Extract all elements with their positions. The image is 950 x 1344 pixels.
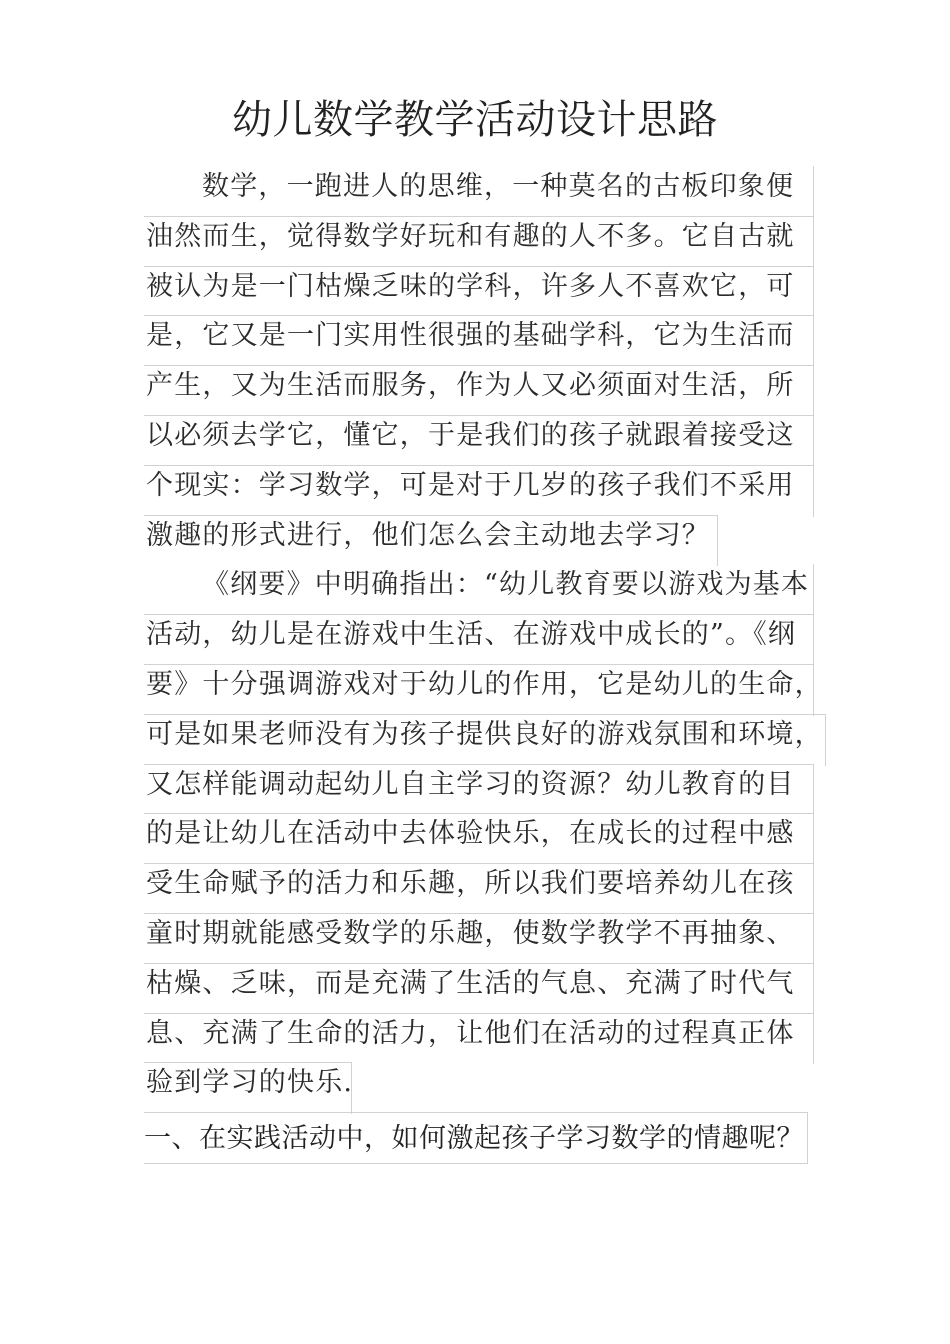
paragraph-line: 个现实：学习数学，可是对于几岁的孩子我们不采用	[144, 461, 814, 511]
paragraph-line: 要》十分强调游戏对于幼儿的作用，它是幼儿的生命，	[144, 660, 814, 710]
paragraph-line: 息、充满了生命的活力，让他们在活动的过程真正体	[144, 1009, 814, 1059]
paragraph-line: 数学，一跑进人的思维，一种莫名的古板印象便	[144, 162, 814, 212]
paragraph-line: 又怎样能调动起幼儿自主学习的资源？幼儿教育的目	[144, 760, 814, 810]
section-heading: 一、在实践活动中，如何激起孩子学习数学的情趣呢？	[144, 1112, 808, 1164]
paragraph-line: 被认为是一门枯燥乏味的学科，许多人不喜欢它，可	[144, 262, 814, 312]
paragraph-line: 验到学习的快乐.	[144, 1058, 814, 1108]
paragraph-line: 激趣的形式进行，他们怎么会主动地去学习？	[144, 511, 814, 561]
paragraph-line: 童时期就能感受数学的乐趣，使数学教学不再抽象、	[144, 909, 814, 959]
paragraph-line: 枯燥、乏味，而是充满了生活的气息、充满了时代气	[144, 959, 814, 1009]
paragraph-line: 以必须去学它，懂它，于是我们的孩子就跟着接受这	[144, 411, 814, 461]
document-title: 幼儿数学教学活动设计思路	[232, 97, 718, 143]
paragraph-line: 是，它又是一门实用性很强的基础学科，它为生活而	[144, 311, 814, 361]
paragraph-line: 油然而生，觉得数学好玩和有趣的人不多。它自古就	[144, 212, 814, 262]
body-text	[144, 162, 823, 1108]
paragraph-line: 产生，又为生活而服务，作为人又必须面对生活，所	[144, 361, 814, 411]
paragraph-line: 可是如果老师没有为孩子提供良好的游戏氛围和环境，	[144, 710, 814, 760]
paragraph-line: 受生命赋予的活力和乐趣，所以我们要培养幼儿在孩	[144, 859, 814, 909]
paragraph-line: 活动，幼儿是在游戏中生活、在游戏中成长的”。《纲	[144, 610, 814, 660]
paragraph-line: 《纲要》中明确指出：“幼儿教育要以游戏为基本	[144, 560, 814, 610]
paragraph-line: 的是让幼儿在活动中去体验快乐，在成长的过程中感	[144, 809, 814, 859]
